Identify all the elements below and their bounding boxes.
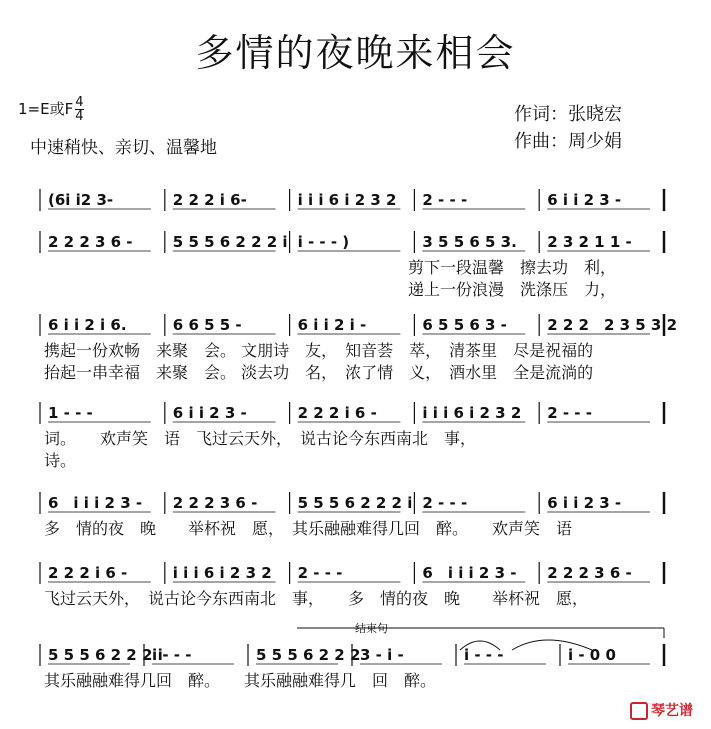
lyric-line: 携起一份欢畅 来聚 会。 文朋诗 友， 知音荟 萃， 清茶里 尽是祝福的 — [44, 341, 594, 360]
measure-notes: 6 i i 2 3 - — [547, 494, 622, 512]
ending-label: 结束句 — [355, 622, 388, 635]
measure-notes: (6i i2 3- — [48, 191, 114, 209]
lyric-line: 诗。 — [44, 451, 77, 470]
measure-notes: 5 5 5 6 2 2 2 — [256, 646, 361, 664]
measure-notes: 2 2 2 i 6 - — [48, 564, 128, 582]
lyric-line: 剪下一段温馨 擦去功 利， — [408, 258, 617, 277]
measure-notes: 6 i i 2 3 - — [172, 404, 247, 422]
measure-notes: 6 6 5 5 - — [172, 316, 242, 334]
measure-notes: i - - - ) — [297, 233, 350, 251]
measure-notes: i - - - — [464, 646, 504, 664]
lyric-line: 递上一份浪漫 洗涤压 力， — [408, 280, 617, 299]
watermark-text: 琴艺谱 — [651, 703, 693, 719]
measure-notes: i i i 6 i 2 3 2 — [172, 564, 272, 582]
measure-notes: 3 - i - — [360, 646, 404, 664]
measure-notes: 5 5 5 6 2 2 2 i — [48, 646, 163, 664]
measure-notes: 6 i i 2 3 - — [547, 191, 622, 209]
measure-notes: 6 5 5 6 3 - — [422, 316, 507, 334]
measure-notes: 5 5 5 6 2 2 2 i — [172, 233, 288, 251]
measure-notes: 6 i i 2 i 6. — [48, 316, 127, 334]
lyric-line: 抬起一串幸福 来聚 会。 淡去功 名， 浓了情 义， 酒水里 全是流淌的 — [44, 363, 594, 382]
measure-notes: i - - - — [152, 646, 192, 664]
measure-notes: i i i 6 i 2 3 2 — [297, 191, 397, 209]
measure-notes: 5 5 5 6 2 2 2 i — [297, 494, 413, 512]
measure-notes: 2 - - - — [297, 564, 343, 582]
lyric-line: 其乐融融难得几回 醉。 其乐融融难得几 回 醉。 — [44, 671, 437, 690]
measure-notes: 2 2 2 3 6 - — [547, 564, 632, 582]
composer-credit: 作曲：周少娟 — [514, 131, 622, 152]
page-title: 多情的夜晚来相会 — [195, 31, 516, 75]
tempo-marking: 中速稍快、亲切、温馨地 — [30, 138, 217, 158]
measure-notes: 2 2 2 i 6 - — [297, 404, 377, 422]
measure-notes: 2 2 2 3 6 - — [48, 233, 133, 251]
measure-notes: 2 2 2 i 6- — [172, 191, 247, 209]
measure-notes: 6 i i i 2 3 - — [48, 494, 143, 512]
time-sig-numerator: 4 — [75, 95, 84, 110]
measure-notes: 2 - - - — [422, 494, 468, 512]
key-label: 1=E或F — [18, 100, 74, 118]
watermark — [630, 700, 693, 720]
lyric-line: 词。 欢声笑 语 飞过云天外， 说古论今东西南北 事， — [44, 429, 477, 448]
measure-notes: 3 5 5 6 5 3. — [422, 233, 517, 251]
measure-notes: 2 - - - — [422, 191, 468, 209]
measure-notes: i i i 6 i 2 3 2 — [422, 404, 522, 422]
measure-notes: 1 - - - — [48, 404, 93, 422]
measure-notes: 2 3 2 1 1 - — [547, 233, 632, 251]
measure-notes: i - 0 0 — [568, 646, 616, 664]
lyricist-credit: 作词：张晓宏 — [514, 104, 622, 125]
lyric-line: 多 情的夜 晚 举杯祝 愿， 其乐融融难得几回 醉。 欢声笑 语 — [44, 519, 573, 538]
measure-notes: 2 - - - — [547, 404, 592, 422]
time-sig-denominator: 4 — [75, 109, 84, 124]
measure-notes: 6 i i i 2 3 - — [422, 564, 517, 582]
lyric-line: 飞过云天外， 说古论今东西南北 事， 多 情的夜 晚 举杯祝 愿， — [44, 589, 589, 608]
logo-icon — [630, 702, 648, 720]
measure-notes: 2 2 2 2 3 5 3 2 — [547, 316, 678, 334]
measure-notes: 2 2 2 3 6 - — [172, 494, 258, 512]
measure-notes: 6 i i 2 i - — [297, 316, 367, 334]
